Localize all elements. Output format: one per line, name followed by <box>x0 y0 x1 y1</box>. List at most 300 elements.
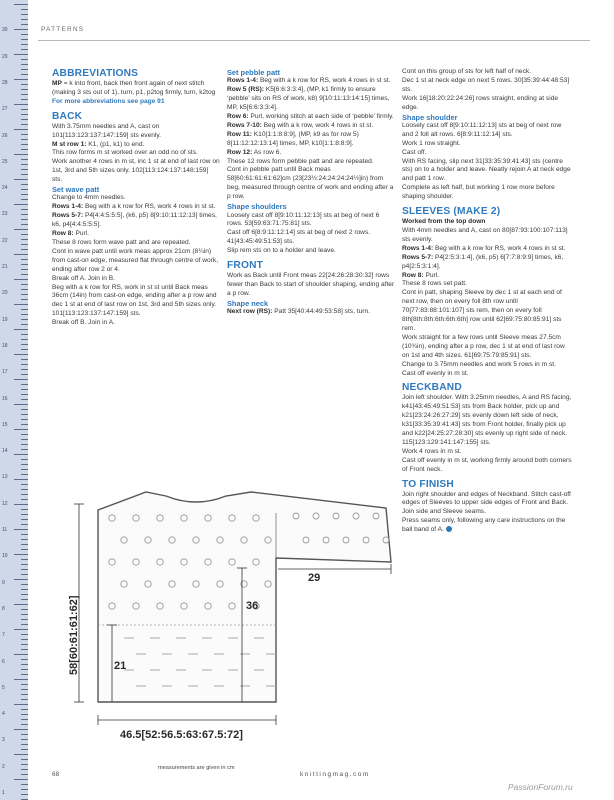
garment-outline <box>98 492 391 702</box>
pebble-row <box>227 77 395 86</box>
back-heading: BACK <box>52 110 83 122</box>
ruler-tick <box>21 759 28 760</box>
ruler-tick <box>21 534 28 535</box>
sleeve-row <box>402 272 572 281</box>
ruler-tick <box>21 49 28 50</box>
ruler-tick <box>14 454 28 455</box>
end-mark-icon <box>446 526 452 532</box>
wave-line: Break off A. Join in B. <box>52 274 115 282</box>
ruler-number: 6 <box>2 658 5 665</box>
ruler-tick <box>21 544 28 545</box>
ruler-tick <box>14 79 28 80</box>
ruler-tick <box>14 379 28 380</box>
ruler-tick <box>21 469 28 470</box>
ruler-tick <box>21 684 28 685</box>
finish-line <box>402 517 572 535</box>
ruler-tick <box>21 284 28 285</box>
ruler-tick <box>21 549 28 550</box>
ruler-tick <box>21 249 28 250</box>
ruler-tick <box>14 554 28 555</box>
ruler-number: 24 <box>2 185 8 192</box>
row-text: Beg with a k row for RS, work 4 rows in st st. <box>83 203 216 211</box>
neckband-heading: NECKBAND <box>402 382 462 394</box>
sleeve-line: Change to 3.75mm needles and work 5 rows in m st. <box>402 360 556 368</box>
ruler-tick <box>21 349 28 350</box>
ruler-tick <box>14 479 28 480</box>
ruler-tick <box>21 414 28 415</box>
ruler-tick <box>14 429 28 430</box>
site-url: knittingmag.com <box>300 771 370 778</box>
ruler-tick <box>21 319 28 320</box>
ruler-tick <box>21 744 28 745</box>
ruler-tick <box>21 574 28 575</box>
row-key: Row 12: <box>227 148 253 156</box>
row-key: Row 8: <box>52 230 74 238</box>
row-text: Purl. <box>73 230 90 238</box>
ruler-tick <box>21 784 28 785</box>
row-key: Row 8: <box>402 271 424 279</box>
ruler-tick <box>21 344 28 345</box>
ruler-tick <box>21 734 28 735</box>
diagram-caption: measurements are given in cm <box>158 765 235 771</box>
wave-line: These 8 rows form wave patt and are repeated. <box>52 239 191 246</box>
wave-patt-heading: Set wave patt <box>52 185 100 195</box>
ruler-tick <box>21 309 28 310</box>
row-text: K10[1:1:8:8:9], (MP, k9 as for row 5) 8[11:12:12:13:14] times, MP, k10[1:1:8:8:9]. <box>227 130 359 147</box>
ruler-tick <box>21 659 28 660</box>
sleeves-heading: SLEEVES (MAKE 2) <box>402 206 501 218</box>
back-line: This row forms m st worked over an odd no of sts. <box>52 149 198 157</box>
ruler-tick <box>14 604 28 605</box>
ruler-tick <box>14 279 28 280</box>
ruler-tick <box>21 274 28 275</box>
ruler-tick <box>21 444 28 445</box>
mp-key: MP <box>52 80 62 87</box>
ruler-tick <box>21 174 28 175</box>
pebble-row <box>227 113 395 122</box>
ruler-tick <box>21 239 28 240</box>
row-key: Row 5 (RS): <box>227 86 264 94</box>
ruler-tick <box>21 789 28 790</box>
row-text: Patt 35[40:44:49:53:58] sts, turn. <box>272 308 370 316</box>
ruler-tick <box>21 359 28 360</box>
shoulder-line: Work 1 row straight. <box>402 139 461 147</box>
ruler-tick <box>21 569 28 570</box>
ruler-tick <box>21 419 28 420</box>
page-number: 68 <box>52 771 60 778</box>
ruler-tick <box>21 124 28 125</box>
ruler-number: 11 <box>2 527 8 533</box>
ruler-tick <box>21 649 28 650</box>
row-key: Rows 1-4: <box>402 244 434 252</box>
ruler-tick <box>14 179 28 180</box>
ruler-tick <box>21 194 28 195</box>
ruler-tick <box>21 39 28 40</box>
ruler-tick <box>21 424 28 425</box>
wave-line: Cont in wave patt until work meas approx 21cm (8¼in) from cast-on edge, measured flat through centre of work, ending after row 2 or 4. <box>52 247 219 273</box>
garment-schematic <box>46 480 406 770</box>
pebble-row <box>227 86 395 113</box>
ruler-tick <box>21 34 28 35</box>
ruler-tick <box>14 254 28 255</box>
row-text: Purl. <box>423 271 440 279</box>
ruler-tick <box>21 589 28 590</box>
row-text: P4[2:5:3:1:4], (k6, p5) 6[7:7:8:9:9] times, k6, p4[2:5:3:1:4]. <box>402 253 564 270</box>
ruler-tick <box>14 779 28 780</box>
ruler-number: 27 <box>2 106 8 113</box>
ruler-number: 17 <box>2 369 8 376</box>
ruler-tick <box>21 774 28 775</box>
ruler-tick <box>21 209 28 210</box>
ruler-tick <box>21 164 28 165</box>
ruler-tick <box>14 729 28 730</box>
row-key: Rows 1-4: <box>227 77 259 85</box>
shoulder-line: Slip rem sts on to a holder and leave. <box>227 247 336 255</box>
neck-line: Cont on this group of sts for left half of neck. <box>402 68 532 75</box>
sleeve-row <box>402 254 572 272</box>
ruler-tick <box>21 259 28 260</box>
ruler-tick <box>21 214 28 215</box>
ruler-tick <box>21 619 28 620</box>
ruler-tick <box>21 539 28 540</box>
neckband-line: Join left shoulder. With 3.25mm needles, A and RS facing, k41[43:45:49:51:53] sts from Back holder, pick up and k21[23:24:26:27:29] sts evenly down left side of neck, k31[33:35:39:41:43] sts from Front holder, finally pick up and k22[24:25:27:28:30] sts evenly up right side of neck. 115[123:129:141:147:155] sts. <box>402 394 572 446</box>
ruler-tick <box>21 374 28 375</box>
shoulder-line: With RS facing, slip next 31[33:35:39:41:43] sts (centre sts) on to a holder and leave. Neatly rejoin A at neck edge and patt 1 row. <box>402 157 571 183</box>
ruler-number: 9 <box>2 579 5 586</box>
row-text: Beg with a k row, work 4 rows in st st. <box>261 121 374 129</box>
row-key: Row 6: <box>227 113 249 121</box>
row-text: Purl, working stitch at each side of ‘pebble’ firmly. <box>248 113 394 121</box>
ruler-tick <box>21 74 28 75</box>
ruler-tick <box>21 189 28 190</box>
shoulder-line: Complete as left half, but working 1 row more before shaping shoulder. <box>402 184 555 201</box>
neckband-line: Work 4 rows in m st. <box>402 447 462 455</box>
pebble-row <box>227 122 395 131</box>
ruler-tick <box>21 119 28 120</box>
mst-row <box>52 141 220 150</box>
shoulder-line: Cast off 6[8:9:11:12:14] sts at beg of next 2 rows. 41[43:45:49:51:53] sts. <box>227 229 371 246</box>
ruler-tick <box>21 294 28 295</box>
ruler-number: 12 <box>2 500 8 507</box>
ruler-tick <box>21 84 28 85</box>
ruler-tick <box>21 694 28 695</box>
ruler-tick <box>14 404 28 405</box>
column-3 <box>402 68 572 535</box>
ruler-tick <box>21 494 28 495</box>
wave-dimension: 21 <box>114 660 127 672</box>
ruler-tick <box>14 229 28 230</box>
row-key: Rows 1-4: <box>52 203 84 211</box>
ruler-tick <box>21 719 28 720</box>
width-dimension: 46.5[52:56.5:63:67.5:72] <box>120 729 243 741</box>
ruler-tick <box>14 654 28 655</box>
row-text: P4[4:4:5:5:5], (k6, p5) 8[9:10:11:12:13] times, k6, p4[4:4:5:5:5]. <box>52 212 217 229</box>
ruler-tick <box>21 584 28 585</box>
ruler-tick <box>21 14 28 15</box>
length-dimension: 58[60:61:61:62] <box>68 595 80 675</box>
ruler-tick <box>21 724 28 725</box>
ruler-tick <box>21 519 28 520</box>
ruler-number: 19 <box>2 316 8 323</box>
ruler-tick <box>14 129 28 130</box>
ruler-tick <box>21 509 28 510</box>
ruler-tick <box>21 399 28 400</box>
row-key: Rows 5-7: <box>402 253 434 261</box>
sleeve-line: With 4mm needles and A, cast on 80[87:93:100:107:113] sts evenly. <box>402 227 568 243</box>
ruler-tick <box>14 4 28 5</box>
pebble-row <box>227 131 395 149</box>
ruler-tick <box>21 109 28 110</box>
ruler-tick <box>21 339 28 340</box>
neck-row <box>227 308 395 317</box>
ruler-tick <box>21 524 28 525</box>
ruler-tick <box>21 199 28 200</box>
ruler-tick <box>21 314 28 315</box>
finish-line: Join right shoulder and edges of Neckband. Stitch cast-off edges of Sleeves to upper side edges of Front and Back. <box>402 490 571 507</box>
ruler-tick <box>14 104 28 105</box>
ruler-tick <box>21 64 28 65</box>
shoulder-line: Cast off. <box>402 148 427 156</box>
ruler-tick <box>21 664 28 665</box>
armhole-dimension: 36 <box>246 600 259 612</box>
wave-line: Break off B. Join in A. <box>52 319 115 327</box>
ruler-tick <box>21 634 28 635</box>
ruler-tick <box>21 669 28 670</box>
row-text: K5[6:6:3:3:4], (MP, k1 firmly to ensure ‘pebble’ sits on RS of work, k8) 9[10:11:13:14:15] times, MP, k5[6:6:3:3:4]. <box>227 86 390 112</box>
shape-shoulder-heading: Shape shoulder <box>402 112 458 122</box>
ruler-tick <box>21 464 28 465</box>
sleeve-row <box>402 245 572 254</box>
wave-row <box>52 230 220 239</box>
ruler-number: 26 <box>2 132 8 139</box>
ruler-tick <box>21 394 28 395</box>
abbreviation-mp <box>52 80 220 98</box>
ruler-tick <box>21 144 28 145</box>
ruler-tick <box>21 499 28 500</box>
back-line: Work another 4 rows in m st, inc 1 st at end of last row on 1st, 3rd and 5th sizes only. 102[113:124:137:148:159] sts. <box>52 158 220 184</box>
ruler-tick <box>21 514 28 515</box>
ruler-tick <box>21 439 28 440</box>
ruler-tick <box>21 244 28 245</box>
left-ruler <box>0 0 28 800</box>
ruler-tick <box>14 54 28 55</box>
pebble-line: Cont in pebble patt until Back meas 58[60:61:61:61:62]cm (23[23½:24:24:24:24½]in) from beg, measured through centre of work and ending after a p row. <box>227 166 394 201</box>
ruler-number: 29 <box>2 53 8 60</box>
ruler-tick <box>14 304 28 305</box>
ruler-number: 23 <box>2 211 8 218</box>
front-line: Work as Back until Front meas 22[24:26:28:30:32] rows fewer than Back to start of shoulder shaping, ending after a p row. <box>227 272 395 297</box>
ruler-tick <box>21 134 28 135</box>
shoulder-line: Loosely cast off 8[9:10:11:12:13] sts at beg of next 6 rows. 53[59:63:71:75:81] sts. <box>227 211 380 228</box>
ruler-tick <box>21 89 28 90</box>
ruler-tick <box>21 434 28 435</box>
ruler-tick <box>21 299 28 300</box>
shoulder-line: Loosely cast off 8[9:10:11:12:13] sts at beg of next row and 2 foll alt rows. 6[8:9:11:12:14] sts. <box>402 121 562 138</box>
finish-text: Press seams only, following any care instructions on the ball band of A. <box>402 517 566 534</box>
ruler-tick <box>21 764 28 765</box>
back-line: With 3.75mm needles and A, cast on 101[113:123:137:147:159] sts evenly. <box>52 122 162 139</box>
row-key: Rows 7-10: <box>227 121 262 129</box>
ruler-tick <box>21 614 28 615</box>
ruler-number: 25 <box>2 158 8 165</box>
ruler-tick <box>21 324 28 325</box>
neck-line: Dec 1 st at neck edge on next 5 rows. 30[35:39:44:48:53] sts. <box>402 76 570 93</box>
ruler-tick <box>21 559 28 560</box>
ruler-tick <box>21 289 28 290</box>
ruler-tick <box>21 749 28 750</box>
ruler-number: 30 <box>2 27 8 34</box>
ruler-number: 14 <box>2 448 8 455</box>
wave-row <box>52 203 220 212</box>
ruler-number: 3 <box>2 737 5 744</box>
ruler-tick <box>21 609 28 610</box>
mst-key: M st row 1: <box>52 140 87 148</box>
ruler-tick <box>21 169 28 170</box>
ruler-tick <box>21 44 28 45</box>
row-text: As row 6. <box>252 148 282 156</box>
ruler-tick <box>21 69 28 70</box>
row-key: Rows 5-7: <box>52 212 84 220</box>
sleeve-line: Cast off evenly in m st. <box>402 369 469 377</box>
pebble-patt-heading: Set pebble patt <box>227 68 280 77</box>
column-1 <box>52 68 220 328</box>
sleeve-dimension: 29 <box>308 572 321 584</box>
ruler-number: 1 <box>2 790 5 796</box>
wave-line: Beg with a k row for RS, work in st st until Back meas 36cm (14in) from cast-on edge, ending after a p row and dec 1 st at end of last row on 1st, 3rd and 5th sizes only. 101[113:123:137:147:159] sts. <box>52 283 217 318</box>
ruler-tick <box>21 389 28 390</box>
row-text: Beg with a k row for RS, work 4 rows in st st. <box>433 244 566 252</box>
ruler-tick <box>21 644 28 645</box>
watermark: PassionForum.ru <box>508 782 573 792</box>
ruler-tick <box>21 384 28 385</box>
ruler-tick <box>14 754 28 755</box>
neck-line: Work 16[18:20:22:24:26] rows straight, ending at side edge. <box>402 94 559 111</box>
sleeve-line: These 8 rows set patt. <box>402 280 467 288</box>
ruler-number: 2 <box>2 763 5 770</box>
header-rule <box>38 40 590 41</box>
ruler-number: 21 <box>2 264 8 270</box>
shape-shoulders-heading: Shape shoulders <box>227 202 287 212</box>
column-2 <box>227 68 395 317</box>
row-key: Row 11: <box>227 130 252 138</box>
shape-neck-heading: Shape neck <box>227 298 269 308</box>
mst-text: K1, (p1, k1) to end. <box>86 140 145 148</box>
ruler-tick <box>21 369 28 370</box>
ruler-tick <box>21 149 28 150</box>
more-abbreviations-note: For more abbreviations see page 91 <box>52 97 165 105</box>
ruler-tick <box>21 624 28 625</box>
pebble-line: These 12 rows form pebble patt and are repeated. <box>227 157 374 165</box>
ruler-tick <box>21 739 28 740</box>
ruler-tick <box>14 29 28 30</box>
ruler-number: 4 <box>2 711 5 718</box>
ruler-tick <box>21 269 28 270</box>
ruler-number: 28 <box>2 79 8 86</box>
wave-row <box>52 212 220 230</box>
ruler-tick <box>21 114 28 115</box>
ruler-tick <box>21 564 28 565</box>
ruler-tick <box>21 219 28 220</box>
ruler-tick <box>21 474 28 475</box>
ruler-tick <box>21 489 28 490</box>
ruler-number: 20 <box>2 290 8 297</box>
schematic-svg <box>46 480 406 770</box>
row-text: Beg with a k row for RS, work 4 rows in st st. <box>258 77 391 85</box>
ruler-tick <box>21 9 28 10</box>
mp-text: = k into front, back then front again of next stitch (making 3 sts out of 1), turn, p1, p2tog firmly, turn, k2tog <box>52 80 216 96</box>
ruler-tick <box>21 769 28 770</box>
sleeve-line: Cont in patt, shaping Sleeve by dec 1 st at each end of next row, then on every foll 8th row until 70[77:83:88:101:107] sts rem, then on every foll 8th[8th:8th:6th:6th:6th] row until 62[69:75:80:85:91] sts rem. <box>402 289 562 332</box>
ruler-tick <box>21 459 28 460</box>
to-finish-heading: TO FINISH <box>402 478 454 490</box>
ruler-tick <box>14 354 28 355</box>
ruler-tick <box>21 264 28 265</box>
ruler-tick <box>21 709 28 710</box>
ruler-number: 10 <box>2 553 8 560</box>
ruler-tick <box>21 364 28 365</box>
ruler-tick <box>21 234 28 235</box>
ruler-tick <box>14 154 28 155</box>
ruler-tick <box>21 594 28 595</box>
ruler-tick <box>21 159 28 160</box>
neckband-line: Cast off evenly in m st, working firmly around both corners of Front neck. <box>402 456 572 473</box>
ruler-number: 7 <box>2 632 5 639</box>
ruler-number: 13 <box>2 474 8 481</box>
ruler-tick <box>21 689 28 690</box>
ruler-tick <box>21 409 28 410</box>
abbreviations-heading: ABBREVIATIONS <box>52 68 139 79</box>
ruler-tick <box>21 139 28 140</box>
ruler-tick <box>21 24 28 25</box>
ruler-tick <box>14 529 28 530</box>
ruler-tick <box>14 504 28 505</box>
sleeve-line: Work straight for a few rows until Sleeve meas 27.5cm (10¾in), ending after a p row, dec 1 st at end of last row on 1st and 4th sizes. 61[69:75:79:85:91] sts. <box>402 333 565 359</box>
ruler-tick <box>21 94 28 95</box>
ruler-number: 5 <box>2 684 5 691</box>
finish-line: Join side and Sleeve seams. <box>402 508 486 516</box>
ruler-tick <box>21 484 28 485</box>
ruler-tick <box>21 19 28 20</box>
ruler-number: 18 <box>2 342 8 349</box>
ruler-tick <box>14 579 28 580</box>
ruler-tick <box>21 699 28 700</box>
ruler-tick <box>21 599 28 600</box>
ruler-tick <box>14 679 28 680</box>
ruler-tick <box>14 204 28 205</box>
ruler-tick <box>21 639 28 640</box>
ruler-tick <box>21 674 28 675</box>
ruler-number: 8 <box>2 605 5 612</box>
ruler-tick <box>21 794 28 795</box>
ruler-tick <box>21 714 28 715</box>
ruler-tick <box>21 59 28 60</box>
front-heading: FRONT <box>227 260 264 272</box>
ruler-tick <box>14 704 28 705</box>
row-key: Next row (RS): <box>227 308 273 316</box>
ruler-tick <box>14 329 28 330</box>
ruler-tick <box>21 449 28 450</box>
ruler-number: 16 <box>2 395 8 402</box>
ruler-tick <box>21 334 28 335</box>
ruler-tick <box>21 224 28 225</box>
sleeves-sub-text: Worked from the top down <box>402 218 486 226</box>
sleeves-subheading <box>402 218 572 227</box>
ruler-tick <box>21 99 28 100</box>
ruler-number: 22 <box>2 237 8 244</box>
ruler-tick <box>21 184 28 185</box>
ruler-tick <box>14 629 28 630</box>
ruler-number: 15 <box>2 421 8 428</box>
